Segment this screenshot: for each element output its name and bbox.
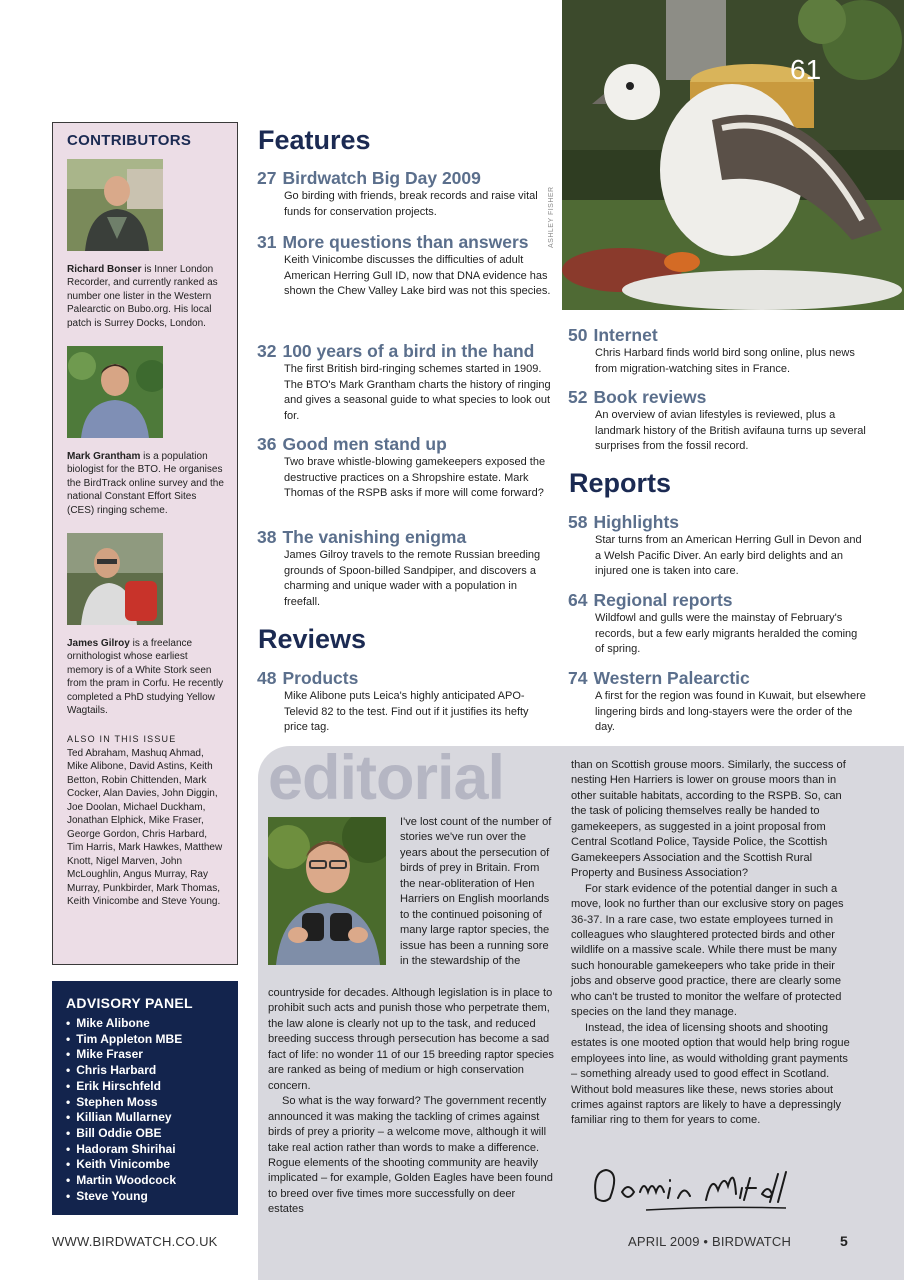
advisory-member: • Steve Young — [66, 1189, 226, 1205]
toc-entry-big-day[interactable] — [257, 170, 552, 220]
advisory-member: • Stephen Moss — [66, 1095, 226, 1111]
contributor-name: Richard Bonser — [67, 264, 142, 275]
toc-entry-title — [257, 529, 552, 546]
toc-title-text: Internet — [593, 325, 658, 345]
toc-entry-title — [568, 670, 868, 687]
toc-title-text: Products — [282, 668, 359, 688]
contributor-name: Mark Grantham — [67, 451, 141, 463]
section-heading-reviews: Reviews — [258, 624, 367, 654]
contributor-bio-text: is a freelance ornithologist whose earliest memory is of a White Stork seen from the pram in Corfu. He recently completed a PhD studying Yellow Wagtails. — [67, 638, 224, 717]
toc-title-text: Highlights — [593, 512, 680, 532]
contributor-bio-text: is Inner London Recorder, and currently ranked as number one lister in the Western Palearctic on Bubo.org. His local patch is Surrey Docks, London. — [67, 264, 218, 329]
toc-page-number: 50 — [568, 325, 588, 345]
advisory-member: • Chris Harbard — [66, 1063, 226, 1079]
toc-entry-title — [257, 436, 552, 453]
contributors-title: CONTRIBUTORS — [67, 132, 192, 149]
advisory-member: • Martin Woodcock — [66, 1173, 226, 1189]
editor-photo — [268, 817, 386, 965]
contributor-name: James Gilroy — [67, 638, 130, 650]
advisory-member: • Killian Mullarney — [66, 1110, 226, 1126]
toc-entry-title — [568, 327, 868, 344]
toc-entry-title — [568, 389, 868, 406]
toc-title-text: Birdwatch Big Day 2009 — [282, 168, 481, 188]
editorial-paragraph: Instead, the idea of licensing shoots and shooting estates is one mooted option that would help bring rogue employees into line, as would witholding grant payments – something already used to good effect in Scotland. Without bold measures like these, news stories about crimes against raptors are likely to have a depressingly familiar ring to them for years to come. — [571, 1021, 850, 1127]
toc-page-number: 32 — [257, 341, 277, 361]
page-number-top: 61 — [790, 54, 822, 85]
footer-website[interactable]: WWW.BIRDWATCH.CO.UK — [52, 1234, 218, 1249]
footer-page-number: 5 — [840, 1233, 848, 1249]
toc-title-text: Western Palearctic — [593, 668, 750, 688]
toc-title-text: 100 years of a bird in the hand — [282, 341, 535, 361]
toc-page-number: 31 — [257, 232, 277, 252]
editor-signature — [586, 1158, 806, 1218]
toc-title-text: The vanishing enigma — [282, 527, 467, 547]
toc-title-text: Regional reports — [593, 590, 733, 610]
toc-entry-good-men[interactable] — [257, 436, 552, 502]
toc-page-number: 36 — [257, 434, 277, 454]
advisory-title: ADVISORY PANEL — [66, 995, 193, 1011]
toc-entry-title — [257, 234, 552, 251]
editorial-paragraph: For stark evidence of the potential danger in such a move, look no further than our exclusive story on pages 36-37. In a rare case, two estate employees turned in colleagues who slaughtered protected birds and other wildlife on a massive scale. While there must be many such honourable gamekeepers who take pride in their jobs and observe good practice, there are clearly some who can't be trusted to monitor the welfare of protected species on the land they manage. — [571, 882, 844, 1019]
toc-entry-desc: Chris Harbard finds world bird song online, plus news from migration-watching sites in France. — [595, 347, 855, 375]
toc-entry-book-reviews[interactable] — [568, 389, 868, 455]
also-names: Ted Abraham, Mashuq Ahmad, Mike Alibone, David Astins, Keith Betton, Robin Chittenden, Mark Cocker, Alan Davies, John Diggin, Joe Doolan, Michael Duckham, Jonathan Elphick, Mike Fraser, George Gordon, Chris Harbard, Tim Harris, Mark Hawkes, Matthew Knott, Nigel Marven, John McLoughlin, Angus Murray, Ray Murray, Punkbirder, Mark Thomas, Keith Vinicombe and Steve Young. — [67, 747, 223, 907]
editorial-paragraph: I've lost count of the number of stories we've run over the years about the persecution of birds of prey in Britain. From the near-obliteration of Hen Harriers on English moorlands to the continued poisoning of many large raptor species, the issue has been a running sore in the stewardship of the — [400, 816, 552, 968]
contributor-bio-mark-grantham — [67, 450, 225, 517]
contributor-photo-mark-grantham — [67, 346, 163, 438]
toc-entry-desc: Wildfowl and gulls were the mainstay of February's records, but a few early migrants heralded the coming of spring. — [595, 612, 858, 656]
advisory-member: • Mike Fraser — [66, 1047, 226, 1063]
toc-entry-vanishing-enigma[interactable] — [257, 529, 552, 610]
advisory-member: • Keith Vinicombe — [66, 1157, 226, 1173]
toc-entry-title — [257, 170, 552, 187]
toc-entry-title — [257, 343, 552, 360]
toc-entry-title — [257, 670, 552, 687]
toc-page-number: 58 — [568, 512, 588, 532]
section-heading-features: Features — [258, 125, 371, 155]
toc-page-number: 74 — [568, 668, 588, 688]
contributor-bio-text: is a population biologist for the BTO. He organises the BirdTrack online survey and the national Constant Effort Sites (CES) ringing scheme. — [67, 451, 224, 516]
editorial-paragraph: So what is the way forward? The government recently announced it was making the tackling of crimes against birds of prey a priority – a welcome move, although it will take real action rather than words to make a difference. Rogue elements of the shooting community are heavily implicated – for example, Golden Eagles have been found to breed over five times more successfully on deer estates — [268, 1095, 553, 1216]
advisory-member: • Hadoram Shirihai — [66, 1142, 226, 1158]
editorial-column-2 — [571, 758, 855, 1129]
advisory-member: • Tim Appleton MBE — [66, 1032, 226, 1048]
also-title: ALSO IN THIS ISSUE — [67, 733, 177, 744]
advisory-panel — [52, 981, 238, 1215]
toc-entry-desc: The first British bird-ringing schemes started in 1909. The BTO's Mark Grantham charts the history of ringing and gives a seasonal guide to what species to look out for. — [284, 363, 551, 422]
advisory-member: • Erik Hirschfeld — [66, 1079, 226, 1095]
toc-page-number: 27 — [257, 168, 277, 188]
toc-page-number: 38 — [257, 527, 277, 547]
editorial-column-1-top — [400, 815, 554, 970]
toc-entry-desc: James Gilroy travels to the remote Russian breeding grounds of Spoon-billed Sandpiper, and discovers a charming and unique wader with a population in freefall. — [284, 549, 541, 608]
toc-title-text: Good men stand up — [282, 434, 447, 454]
toc-title-text: Book reviews — [593, 387, 707, 407]
contributors-panel — [52, 122, 238, 965]
toc-page-number: 64 — [568, 590, 588, 610]
toc-entry-desc: An overview of avian lifestyles is reviewed, plus a landmark history of the British avifauna turns up several surprises from the fossil record. — [595, 409, 866, 453]
toc-entry-title — [568, 592, 868, 609]
toc-entry-desc: Keith Vinicombe discusses the difficulties of adult American Herring Gull ID, now that DNA evidence has shown the Chew Valley Lake bird was not this species. — [284, 254, 551, 298]
footer-issue: APRIL 2009 • BIRDWATCH — [628, 1234, 792, 1249]
gyrfalcon-photo — [562, 0, 904, 310]
editorial-heading: editorial — [268, 743, 505, 813]
advisory-member: • Mike Alibone — [66, 1016, 226, 1032]
toc-entry-western-palearctic[interactable] — [568, 670, 868, 736]
toc-entry-regional-reports[interactable] — [568, 592, 868, 658]
toc-entry-desc: Go birding with friends, break records and raise vital funds for conservation projects. — [284, 190, 538, 218]
toc-entry-desc: Star turns from an American Herring Gull in Devon and a Welsh Pacific Diver. An early bird delights and an injured one is taken into care. — [595, 534, 862, 578]
also-in-this-issue — [67, 734, 225, 909]
toc-page-number: 52 — [568, 387, 588, 407]
toc-entry-products[interactable] — [257, 670, 552, 736]
advisory-member: • Bill Oddie OBE — [66, 1126, 226, 1142]
editorial-column-1-bottom — [268, 986, 554, 1218]
toc-entry-desc: Two brave whistle-blowing gamekeepers exposed the destructive practices on a Shropshire estate. Mark Thomas of the RSPB asks if more will come forward? — [284, 456, 546, 500]
editorial-paragraph: countryside for decades. Although legislation is in place to prohibit such acts and punish those who perpetrate them, the law alone is clearly not up to the task, and reduced breeding success through persecution has become a sad fact of life: no wonder 11 of our 15 breeding raptor species are ranked as being of medium or high conservation concern. — [268, 987, 554, 1092]
toc-entry-internet[interactable] — [568, 327, 868, 377]
toc-entry-title — [568, 514, 868, 531]
toc-page-number: 48 — [257, 668, 277, 688]
toc-entry-desc: A first for the region was found in Kuwait, but elsewhere lingering birds and long-stayers were the order of the day. — [595, 690, 866, 734]
contributor-photo-richard-bonser — [67, 159, 163, 251]
contributor-photo-james-gilroy — [67, 533, 163, 625]
photo-credit: ASHLEY FISHER — [548, 186, 555, 248]
toc-entry-100-years[interactable] — [257, 343, 552, 424]
advisory-list — [66, 1016, 226, 1204]
toc-entry-more-questions[interactable] — [257, 234, 552, 300]
contributor-bio-james-gilroy — [67, 637, 225, 717]
contributor-bio-richard-bonser — [67, 263, 225, 330]
section-heading-reports: Reports — [569, 468, 672, 498]
toc-entry-highlights[interactable] — [568, 514, 868, 580]
toc-entry-desc: Mike Alibone puts Leica's highly anticipated APO-Televid 82 to the test. Find out if it justifies its hefty price tag. — [284, 690, 529, 734]
toc-title-text: More questions than answers — [282, 232, 529, 252]
editorial-paragraph: than on Scottish grouse moors. Similarly, the success of nesting Hen Harriers is lower on grouse moors than in other suitable habitats, according to the RSPB. So, can the task of policing themselves really be handed to gamekeepers, as suggested in a joint proposal from Central Scotland Police, Tayside Police, the Scottish Gamekeepers Association and the Scottish Rural Property and Business Association? — [571, 759, 846, 880]
